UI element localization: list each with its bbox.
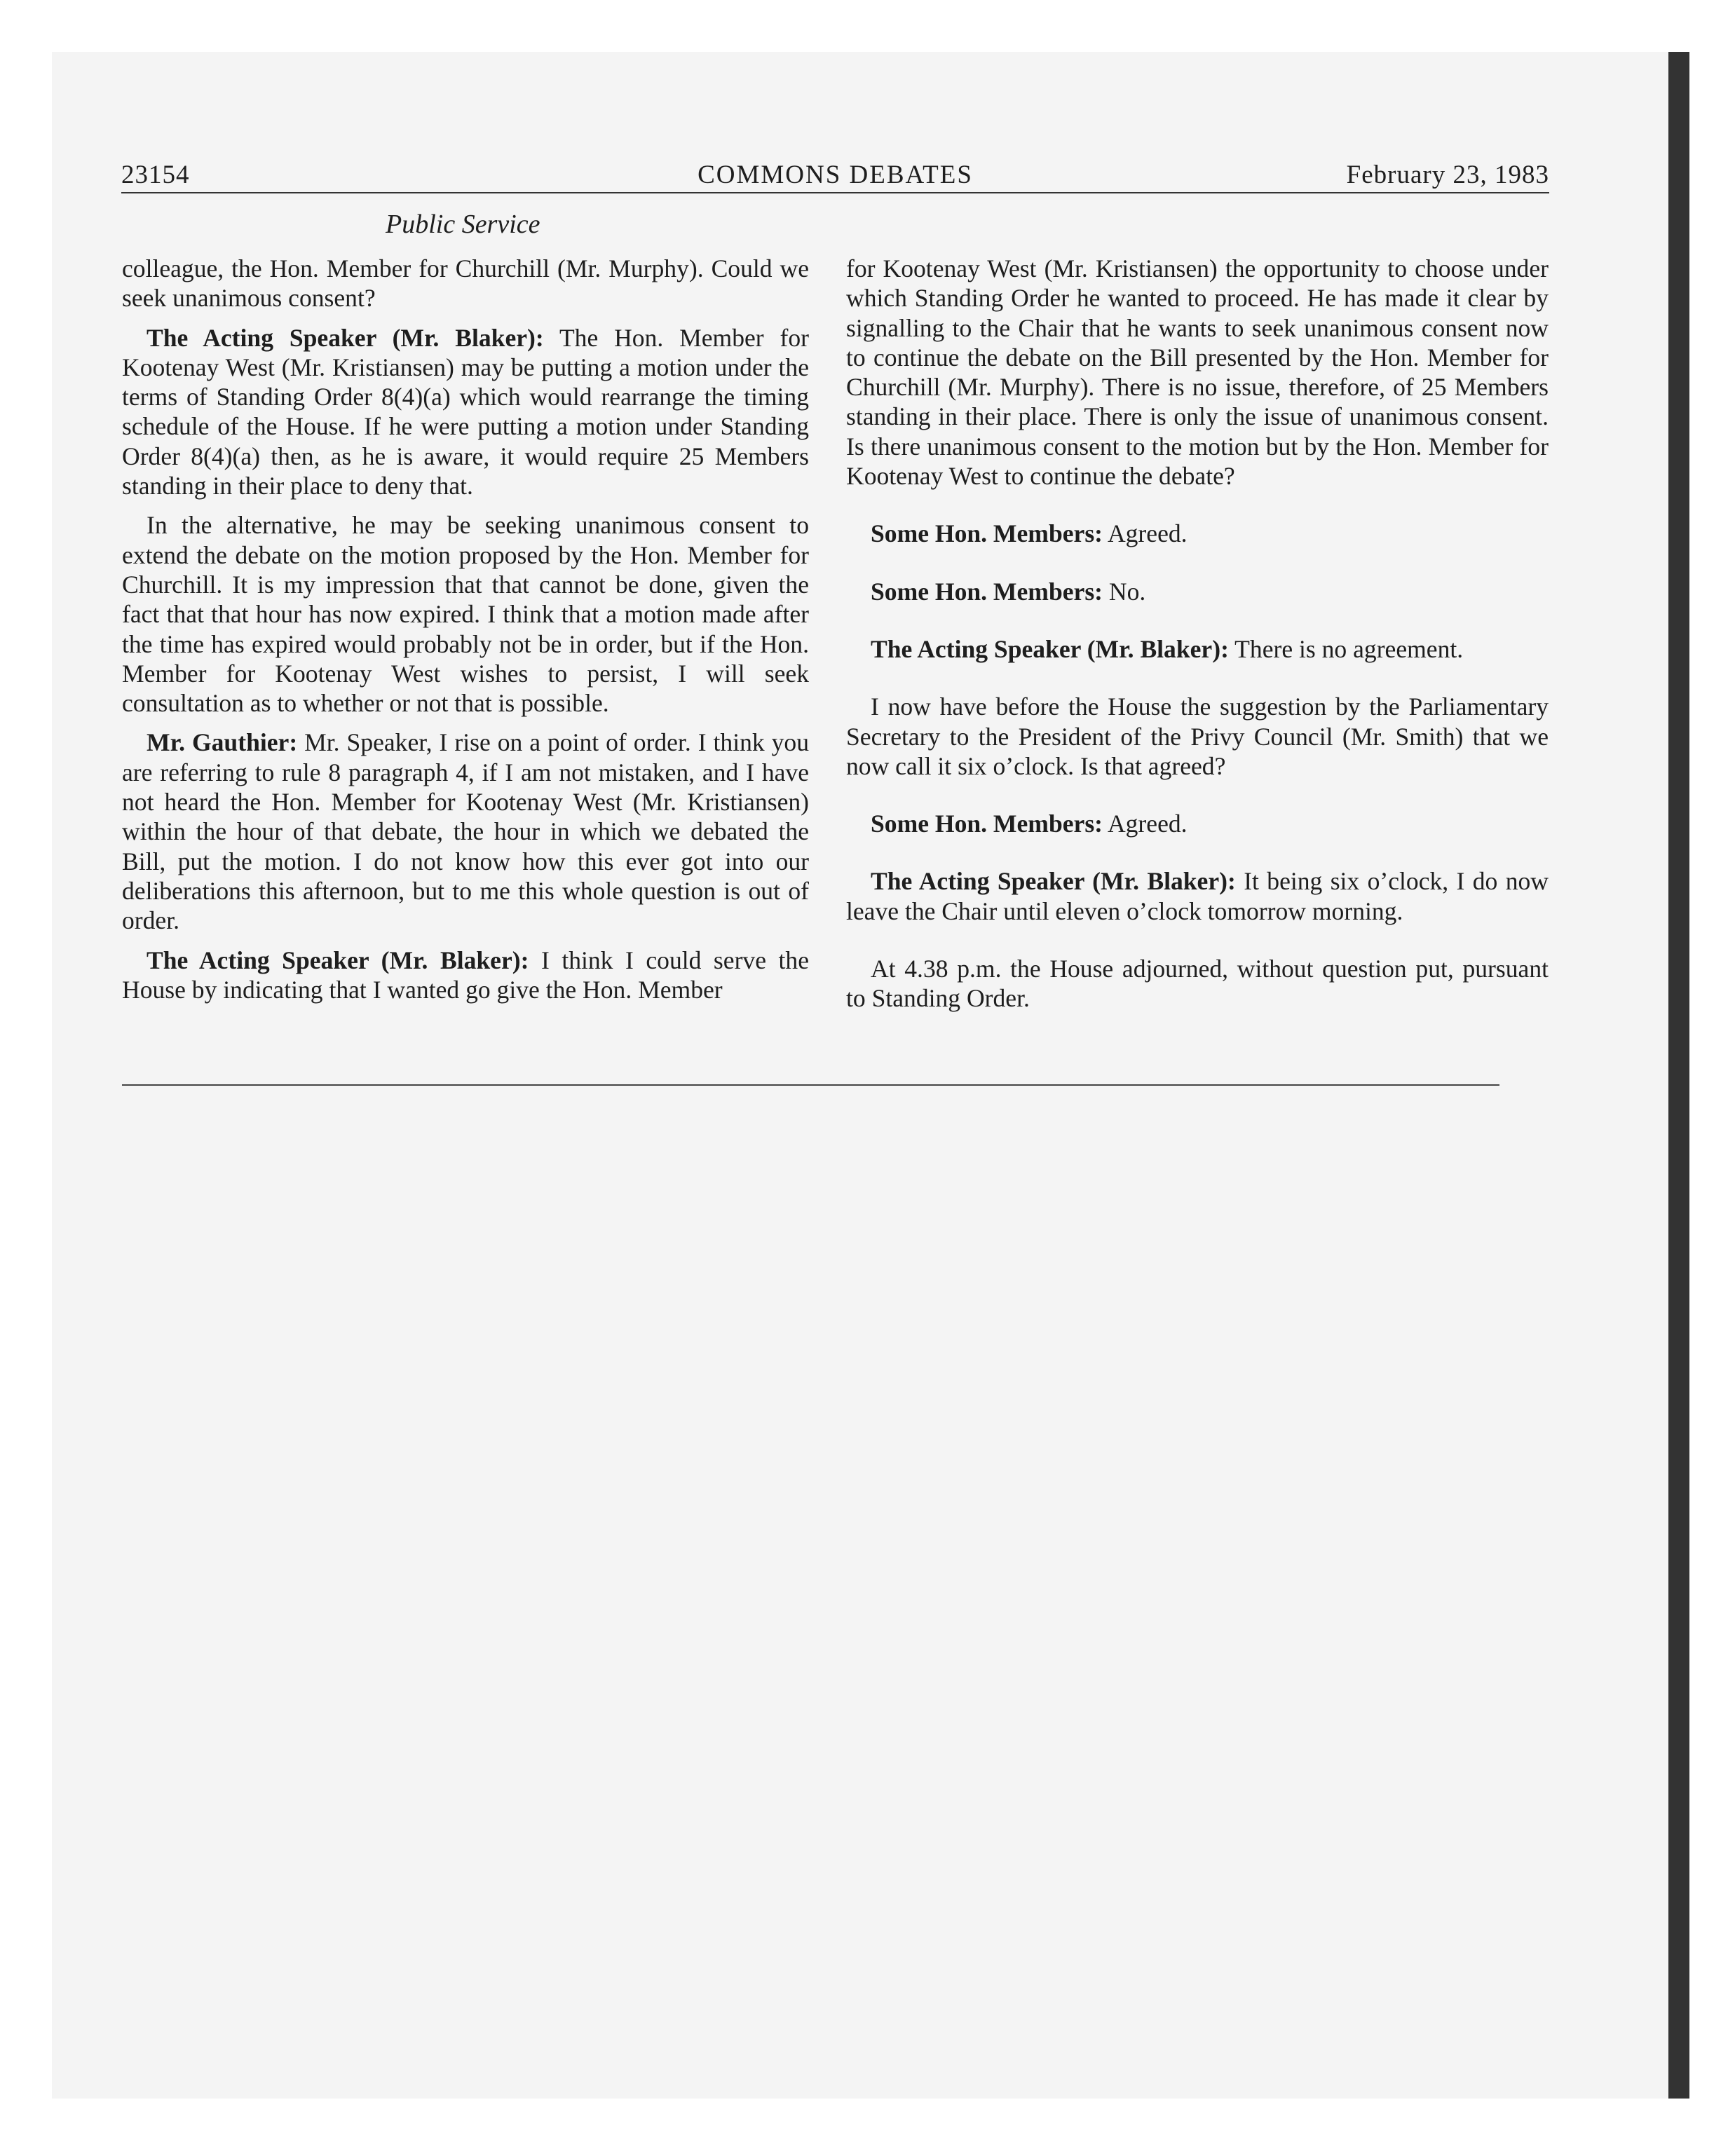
left-column [122, 254, 809, 1014]
speaker-name: The Acting Speaker (Mr. Blaker): [871, 634, 1229, 663]
paragraph-text: It being six o’clock, I do now leave the Chair until eleven o’clock tomorrow morning. [846, 867, 1549, 925]
paragraph-text: I think I could serve the House by indicating that I wanted go give the Hon. Member [122, 946, 809, 1004]
paragraph-text: for Kootenay West (Mr. Kristiansen) the opportunity to choose under which Standing Order he wanted to proceed. He has made it clear by signalling to the Chair that he wants to seek unanimous consent now to continue the debate on the Bill presented by the Hon. Member for Churchill (Mr. Murphy). There is no issue, therefore, of 25 Members standing in their place. There is only the issue of unanimous consent. Is there unanimous consent to the motion but by the Hon. Member for Kootenay West to continue the debate? [846, 254, 1549, 491]
paragraph-text: colleague, the Hon. Member for Churchill (Mr. Murphy). Could we seek unanimous consent? [122, 254, 809, 313]
speaker-name: The Acting Speaker (Mr. Blaker): [147, 946, 529, 974]
paragraph-text: No. [1103, 577, 1146, 606]
speaker-name: Some Hon. Members: [871, 810, 1103, 838]
paragraph [122, 728, 809, 935]
section-title: Public Service [386, 210, 540, 239]
paragraph [846, 254, 1549, 491]
header-rule [121, 192, 1549, 193]
paragraph-text: In the alternative, he may be seeking unanimous consent to extend the debate on the motion proposed by the Hon. Member for Churchill. It is my impression that that cannot be done, given the fact that that hour has now expired. I think that a motion made after the time has expired would probably not be in order, but if the Hon. Member for Kootenay West wishes to persist, I will seek consultation as to whether or not that is possible. [122, 511, 809, 718]
speaker-name: The Acting Speaker (Mr. Blaker): [871, 867, 1236, 896]
paragraph [122, 323, 809, 501]
paragraph [846, 954, 1549, 1014]
paragraph [122, 254, 809, 313]
paragraph-text: I now have before the House the suggestion by the Parliamentary Secretary to the President of the Privy Council (Mr. Smith) that we now call it six o’clock. Is that agreed? [846, 692, 1549, 780]
paragraph [846, 692, 1549, 781]
right-column [846, 254, 1549, 1023]
speaker-name: The Acting Speaker (Mr. Blaker): [147, 323, 544, 352]
page-date: February 23, 1983 [1346, 161, 1549, 189]
journal-title: COMMONS DEBATES [698, 161, 973, 189]
speaker-name: Mr. Gauthier: [147, 728, 298, 757]
paragraph-text: Mr. Speaker, I rise on a point of order. I think you are referring to rule 8 paragraph 4, if I am not mistaken, and I have not heard the Hon. Member for Kootenay West (Mr. Kristiansen) within the hour of that debate, the hour in which we debated the Bill, put the motion. I do not know how this ever got into our deliberations this afternoon, but to me this whole question is out of order. [122, 728, 809, 935]
paragraph-text: The Hon. Member for Kootenay West (Mr. Kristiansen) may be putting a motion under the terms of Standing Order 8(4)(a) which would rearrange the timing schedule of the House. If he were putting a motion under Standing Order 8(4)(a) then, as he is aware, it would require 25 Members standing in their place to deny that. [122, 323, 809, 500]
paragraph [846, 634, 1549, 664]
paragraph [122, 946, 809, 1005]
paragraph [846, 809, 1549, 838]
end-rule [122, 1084, 1499, 1086]
speaker-name: Some Hon. Members: [871, 519, 1103, 548]
paragraph [846, 577, 1549, 606]
paragraph-text: Agreed. [1103, 519, 1188, 548]
paragraph-text: At 4.38 p.m. the House adjourned, without question put, pursuant to Standing Order. [846, 955, 1549, 1013]
scan-edge [1668, 52, 1689, 2099]
page-header [121, 160, 1549, 195]
paragraph-text: There is no agreement. [1228, 634, 1464, 663]
paragraph-text: Agreed. [1103, 810, 1188, 838]
paragraph [122, 510, 809, 718]
speaker-name: Some Hon. Members: [871, 577, 1103, 606]
paragraph [846, 866, 1549, 926]
page-number: 23154 [121, 161, 190, 189]
paragraph [846, 519, 1549, 548]
